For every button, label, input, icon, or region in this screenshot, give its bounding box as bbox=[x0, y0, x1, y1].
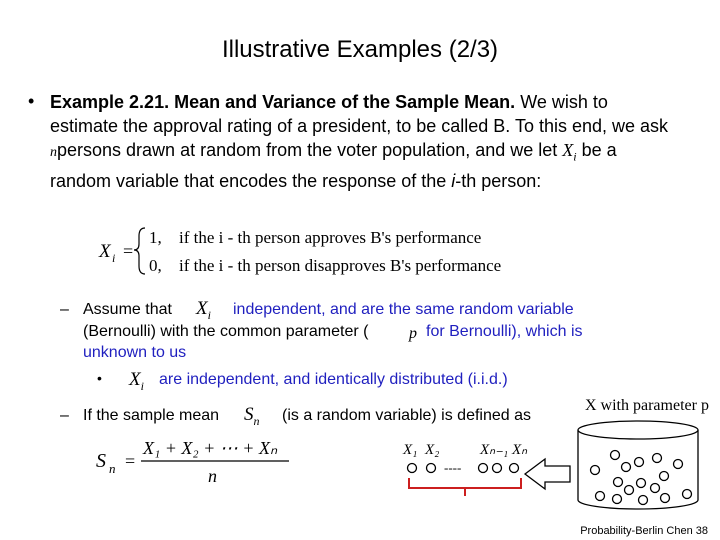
condition-approves: if the i - th person approves B's performance bbox=[179, 228, 482, 247]
assume-text: Assume that bbox=[83, 301, 172, 318]
formula-n: n bbox=[109, 461, 116, 476]
example-paragraph bbox=[50, 90, 670, 193]
urn-caption: X with parameter p bbox=[585, 397, 709, 414]
italic-i: i bbox=[451, 170, 456, 191]
value-zero: 0, bbox=[149, 256, 162, 275]
sub-bullet: • bbox=[97, 370, 102, 386]
Sn-inline bbox=[244, 404, 260, 429]
iid-X: X bbox=[129, 369, 141, 390]
sample-ball bbox=[408, 464, 417, 473]
formula-equals: = bbox=[125, 451, 136, 471]
iid-Xi bbox=[129, 369, 144, 394]
assume-Xi bbox=[196, 298, 211, 323]
math-X: X bbox=[562, 140, 574, 160]
label-Xn: Xₙ bbox=[512, 442, 528, 458]
example-text-4: -th person: bbox=[455, 170, 542, 191]
iid-i: i bbox=[140, 378, 144, 393]
sample-ball bbox=[493, 464, 502, 473]
math-n: n bbox=[50, 145, 57, 160]
example-text-2: persons drawn at random from the voter population, and we let bbox=[57, 140, 563, 160]
bullet-marker: • bbox=[28, 91, 35, 111]
formula-numerator: X₁ + X₂ + ⋯ + Xₙ bbox=[143, 438, 278, 458]
example-text-3: be a random variable that encodes the response of the bbox=[50, 140, 617, 191]
red-bracket bbox=[409, 478, 521, 496]
piecewise-i: i bbox=[112, 251, 116, 265]
label-X2: X₂ bbox=[425, 442, 440, 458]
piecewise-X: X bbox=[99, 241, 111, 262]
urn-top bbox=[578, 421, 698, 439]
arrow-left-icon bbox=[525, 459, 570, 489]
independent-text: independent, and are the same random variable bbox=[233, 301, 574, 318]
value-one: 1, bbox=[149, 228, 162, 247]
sample-mean-formula bbox=[93, 432, 298, 488]
brace-shape bbox=[134, 228, 145, 274]
sample-dashes: ---- bbox=[444, 460, 462, 475]
bernoulli-unknown-text: for Bernoulli), which is bbox=[426, 323, 583, 340]
unknown-text: unknown to us bbox=[83, 344, 187, 361]
param-p: p bbox=[409, 325, 417, 342]
Sn-n: n bbox=[253, 413, 260, 428]
bernoulli-text: (Bernoulli) with the common parameter ( bbox=[83, 323, 369, 340]
iid-text: are independent, and identically distributed (i.i.d.) bbox=[159, 371, 508, 388]
random-variable-text: (is a random variable) is defined as bbox=[282, 407, 532, 424]
piecewise-equals: = bbox=[123, 241, 134, 261]
Sn-S: S bbox=[244, 404, 254, 425]
sample-ball bbox=[510, 464, 519, 473]
condition-disapproves: if the i - th person disapproves B's performance bbox=[179, 256, 502, 275]
assume-i: i bbox=[207, 307, 211, 322]
sub-dash-2: – bbox=[60, 407, 69, 424]
sample-ball bbox=[427, 464, 436, 473]
label-X1: X₁ bbox=[403, 442, 418, 458]
piecewise-definition bbox=[95, 222, 565, 278]
slide-footer: Probability-Berlin Chen 38 bbox=[580, 525, 708, 537]
sampling-diagram bbox=[395, 392, 720, 522]
slide-title: Illustrative Examples (2/3) bbox=[221, 36, 499, 63]
math-sub-i: i bbox=[573, 149, 577, 164]
sample-mean-text: If the sample mean bbox=[83, 407, 220, 424]
formula-denominator: n bbox=[208, 466, 217, 486]
example-heading: Example 2.21. Mean and Variance of the Sample Mean. bbox=[50, 92, 516, 112]
label-Xn-1: Xₙ₋₁ bbox=[480, 442, 509, 458]
assume-X: X bbox=[196, 298, 208, 319]
sub-dash-1: – bbox=[60, 301, 69, 318]
sample-ball bbox=[479, 464, 488, 473]
formula-S: S bbox=[96, 450, 106, 472]
example-text-1: We wish to estimate the approval rating of a president, to be called B. To this end, we ask bbox=[50, 92, 669, 136]
